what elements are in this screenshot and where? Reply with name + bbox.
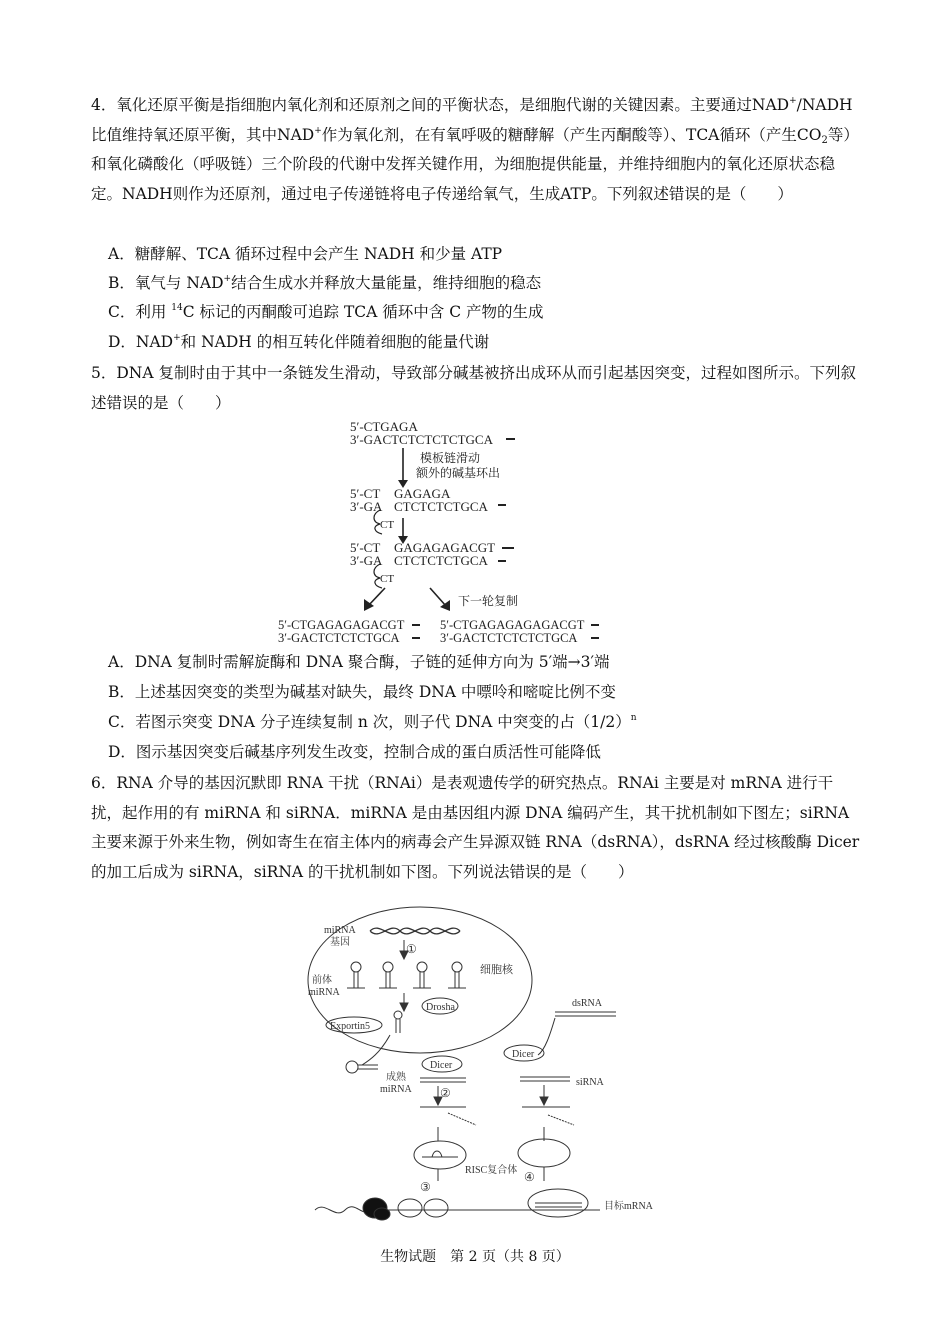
right-product-top: 5′-CTGAGAGAGAGACGT: [440, 618, 585, 632]
q5-option-c[interactable]: C．若图示突变 DNA 分子连续复制 n 次，则子代 DNA 中突变的占$(1/2)^n$: [108, 713, 637, 731]
q5-option-d[interactable]: D．图示基因突变后碱基序列发生改变，控制合成的蛋白质活性可能降低: [108, 743, 601, 761]
svg-text:成熟: 成熟: [386, 1072, 406, 1083]
risc-complex-left: [414, 1141, 466, 1169]
left-product-top: 5′-CTGAGAGAGACGT: [278, 618, 405, 632]
arrow-label-loop: 额外的碱基环出: [416, 466, 501, 480]
svg-text:siRNA: siRNA: [576, 1077, 604, 1088]
q5-number: 5．: [91, 364, 117, 382]
mature-mirna-duplex: [420, 1078, 466, 1082]
svg-text:GAGAGA: GAGAGA: [394, 486, 451, 501]
arrow-label-slip: 模板链滑动: [420, 451, 481, 465]
left-product-bottom: 3′-GACTCTCTCTGCA: [278, 631, 400, 645]
svg-text:Dicer: Dicer: [512, 1049, 535, 1060]
q4-number: 4．: [91, 96, 117, 114]
svg-text:②: ②: [440, 1086, 451, 1100]
strand1-bottom: 3′-GACTCTCTCTCTGCA: [350, 432, 493, 447]
svg-text:目标mRNA: 目标mRNA: [604, 1201, 653, 1212]
svg-text:Exportin5: Exportin5: [330, 1021, 370, 1032]
svg-text:3′-GA: 3′-GA: [350, 553, 383, 568]
q5-option-b[interactable]: B．上述基因突变的类型为碱基对缺失，最终 DNA 中嘌呤和嘧啶比例不变: [108, 683, 616, 701]
svg-text:CTCTCTCTGCA: CTCTCTCTGCA: [394, 499, 488, 514]
dna-slippage-diagram: [270, 418, 610, 646]
arrow-left-branch: [368, 588, 385, 606]
q6-number: 6．: [91, 774, 117, 792]
arrow-right-branch: [430, 588, 446, 606]
svg-text:CTCTCTCTGCA: CTCTCTCTGCA: [394, 553, 488, 568]
svg-text:miRNA: miRNA: [324, 925, 356, 936]
svg-text:前体: 前体: [312, 975, 332, 986]
svg-text:细胞核: 细胞核: [480, 964, 513, 976]
svg-text:①: ①: [406, 942, 417, 956]
svg-text:5′-CT: 5′-CT: [350, 540, 381, 555]
svg-text:基因: 基因: [330, 937, 350, 948]
right-product-bottom: 3′-GACTCTCTCTCTGCA: [440, 631, 578, 645]
q4-option-c[interactable]: C．利用 $^{14}$C 标记的丙酮酸可追踪 TCA 循环中含 C 产物的生成: [108, 303, 544, 321]
page-footer: 生物试题 第 2 页（共 8 页）: [380, 1249, 570, 1265]
q5-option-a[interactable]: A．DNA 复制时需解旋酶和 DNA 聚合酶，子链的延伸方向为 5′端→3′端: [108, 653, 610, 671]
svg-text:miRNA: miRNA: [380, 1084, 412, 1095]
svg-text:Drosha: Drosha: [426, 1002, 455, 1013]
next-round-label: 下一轮复制: [458, 594, 519, 608]
precursor-mirna-hairpins: [347, 962, 466, 988]
svg-text:miRNA: miRNA: [308, 987, 340, 998]
risc-complex-right: [518, 1139, 570, 1167]
strand1-top: 5′-CTGAGA: [350, 419, 418, 434]
svg-text:3′-GA: 3′-GA: [350, 499, 383, 514]
q4-stem: 4．氧化还原平衡是指细胞内氧化剂和还原剂之间的平衡状态，是细胞代谢的关键因素。主要通过NAD+/NADH比值维持氧还原平衡，其中NAD+作为氧化剂，在有氧呼吸的糖酵解（产生丙酮酸等）、TCA循环（产生$CO_2$等）和氧化磷酸化（呼吸链）三个阶段的代谢中发挥关键作用，为细胞提供能量，并维持细胞内的氧化还原状态稳定。NADH则作为还原剂，通过电子传递链将电子传递给氧气，生成ATP。下列叙述错误的是（ ）: [91, 96, 859, 203]
q4-option-b[interactable]: B．氧气与 NAD+结合生成水并释放大量能量，维持细胞的稳态: [108, 274, 542, 292]
svg-text:dsRNA: dsRNA: [572, 998, 603, 1009]
q6-stem: 6．RNA 介导的基因沉默即 RNA 干扰（RNAi）是表观遗传学的研究热点。RNAi 主要是对 mRNA 进行干扰，起作用的有 miRNA 和 siRNA．miRNA 是由基因组内源 DNA 编码产生，其干扰机制如下图左；siRNA 主要来源于外来生物，例如寄生在宿主体内的病毒会产生异源双链 RNA（dsRNA），dsRNA 经过核酸酶 Dicer 的加工后成为 siRNA，siRNA 的干扰机制如下图。下列说法错误的是（ ）: [91, 774, 860, 881]
svg-text:RISC复合体: RISC复合体: [465, 1165, 518, 1176]
dsrna-strand: [555, 1012, 616, 1016]
q4-option-d[interactable]: D．NAD+和 NADH 的相互转化伴随着细胞的能量代谢: [108, 333, 490, 351]
rnai-mechanism-diagram: [300, 905, 700, 1225]
svg-text:③: ③: [420, 1180, 431, 1194]
loop-bases-2: CT: [380, 573, 395, 585]
q4-option-a[interactable]: A．糖酵解、TCA 循环过程中会产生 NADH 和少量 ATP: [108, 245, 503, 263]
q5-stem: 5．DNA 复制时由于其中一条链发生滑动，导致部分碱基被挤出成环从而引起基因突变，过程如图所示。下列叙述错误的是（ ）: [91, 364, 856, 412]
svg-text:5′-CT: 5′-CT: [350, 486, 381, 501]
svg-text:④: ④: [524, 1170, 535, 1184]
svg-text:Dicer: Dicer: [430, 1060, 453, 1071]
svg-text:GAGAGAGACGT: GAGAGAGACGT: [394, 540, 496, 555]
dna-helix: [370, 928, 460, 934]
loop-bases-1: CT: [380, 519, 395, 531]
